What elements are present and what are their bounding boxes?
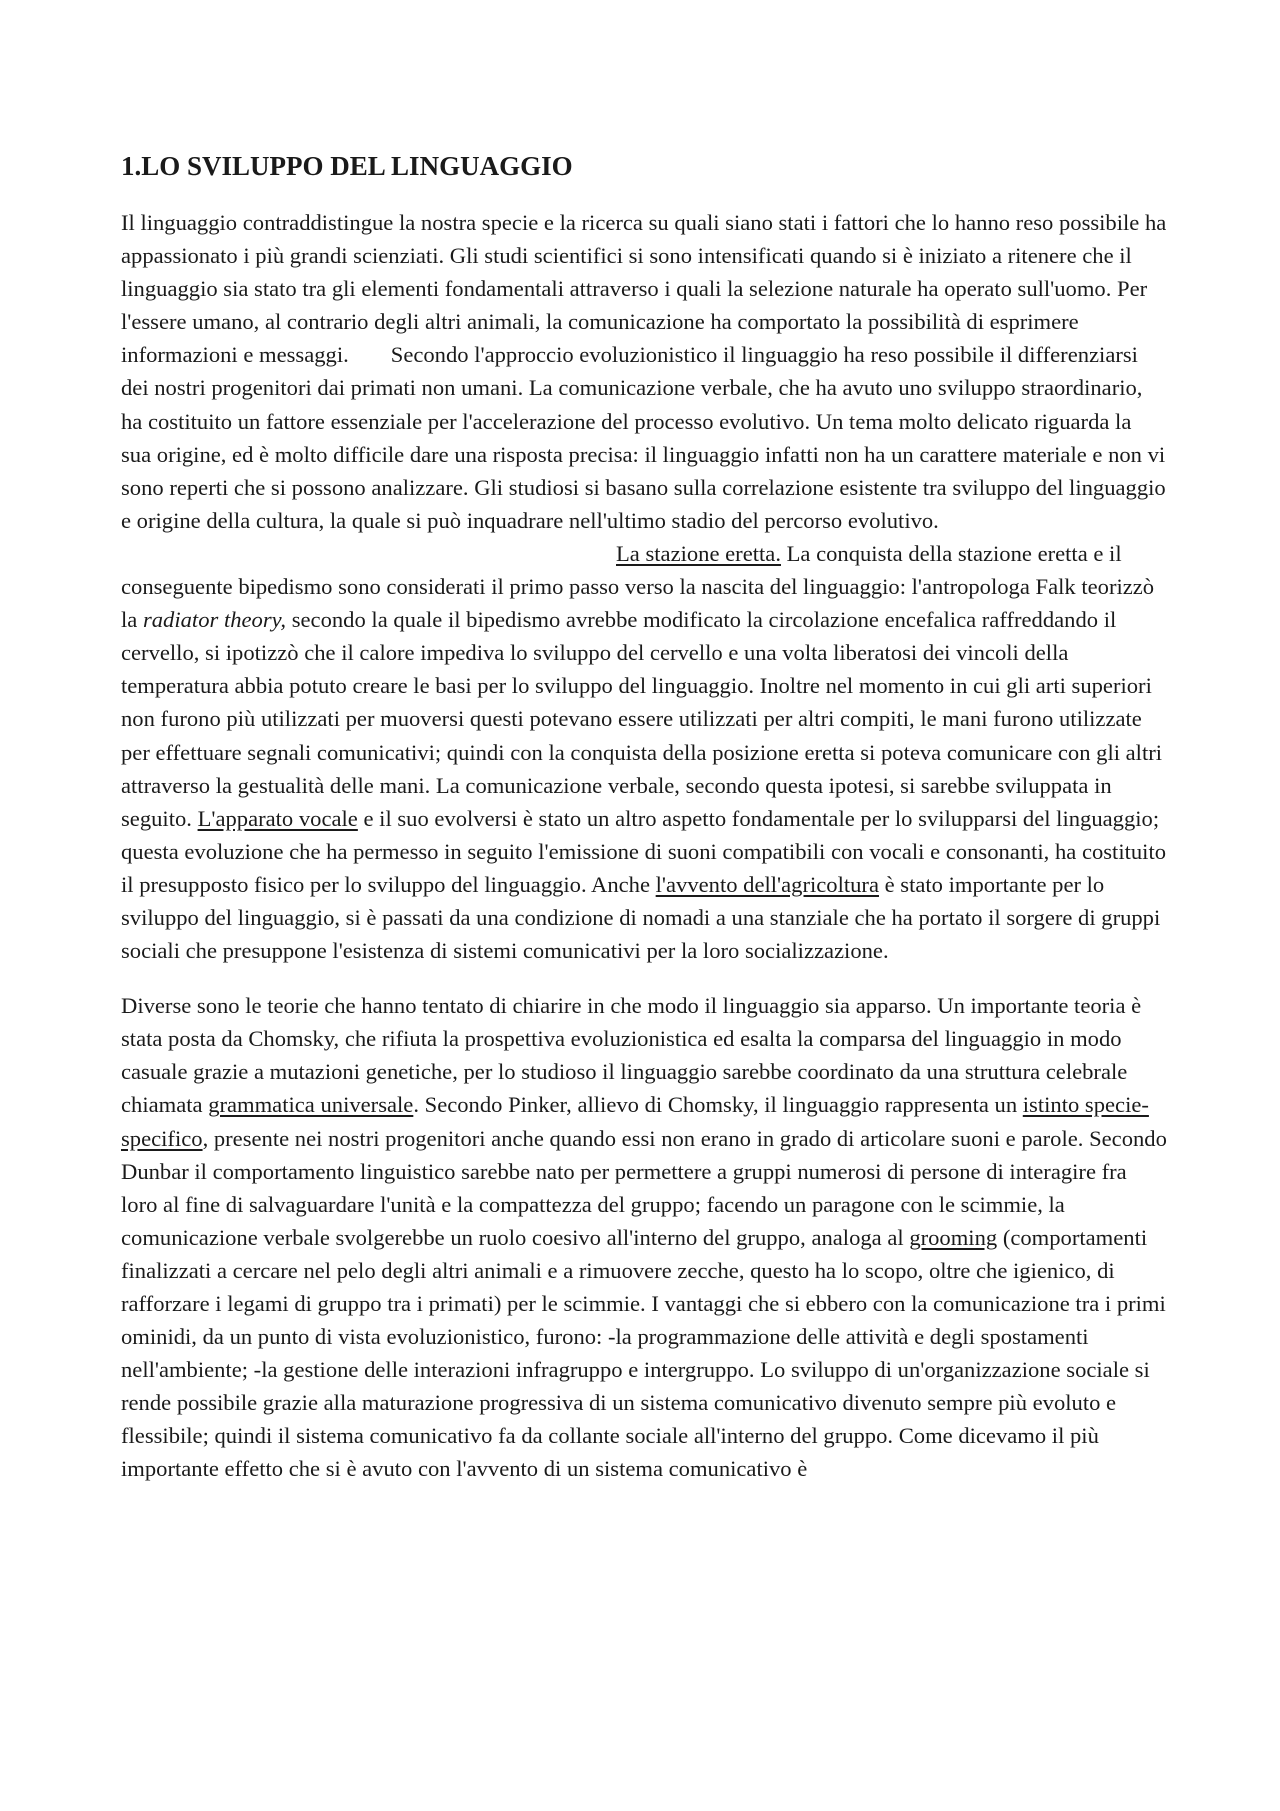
paragraph-1-text-2: Secondo l'approccio evoluzionistico il linguaggio ha reso possibile il differenziarsi dei nostri progenitori dai primati non umani. La comunicazione verbale, che ha avuto uno sviluppo straordinario, ha costituito un fattore essenziale per l'accelerazione del processo evolutivo. Un tema molto delicato riguarda la sua origine, ed è molto difficile dare una risposta precisa: il linguaggio infatti non ha un carattere materiale e non vi sono reperti che si possono analizzare. Gli studiosi si basano sulla correlazione esistente tra sviluppo del linguaggio e origine della cultura, la quale si può inquadrare nell'ultimo stadio del percorso evolutivo. bbox=[121, 342, 1166, 533]
paragraph-2 bbox=[121, 989, 1167, 1485]
paragraph-2-text-4: (comportamenti finalizzati a cercare nel pelo degli altri animali e a rimuovere zecche, questo ha lo scopo, oltre che igienico, di rafforzare i legami di gruppo tra i primati) per le scimmie. I vantaggi che si ebbero con la comunicazione tra i primi ominidi, da un punto di vista evoluzionistico, furono: -la programmazione delle attività e degli spostamenti nell'ambiente; -la gestione delle interazioni infragruppo e intergruppo. Lo sviluppo di un'organizzazione sociale si rende possibile grazie alla maturazione progressiva di un sistema comunicativo divenuto sempre più evoluto e flessibile; quindi il sistema comunicativo fa da collante sociale all'interno del gruppo. Come dicevamo il più importante effetto che si è avuto con l'avvento di un sistema comunicativo è bbox=[121, 1224, 1166, 1482]
underline-istinto-specie-specifico: istinto specie-specifico bbox=[121, 1092, 1149, 1151]
paragraph-1-text-3: La conquista della stazione eretta e il conseguente bipedismo sono considerati il primo passo verso la nascita del linguaggio: l'antropologa Falk teorizzò la bbox=[121, 540, 1155, 633]
paragraph-1-text-6: è stato importante per lo sviluppo del linguaggio, si è passati da una condizione di nomadi a una stanziale che ha portato il sorgere di gruppi sociali che presuppone l'esistenza di sistemi comunicativi per la loro socializzazione. bbox=[121, 871, 1161, 964]
page-content bbox=[121, 148, 1167, 1508]
paragraph-2-text-1: Diverse sono le teorie che hanno tentato di chiarire in che modo il linguaggio sia apparso. Un importante teoria è stata posta da Chomsky, che rifiuta la prospettiva evoluzionistica ed esalta la comparsa del linguaggio in modo casuale grazie a mutazioni genetiche, per lo studioso il linguaggio sarebbe coordinato da una struttura celebrale chiamata bbox=[121, 993, 1142, 1118]
paragraph-2-text-3: , presente nei nostri progenitori anche quando essi non erano in grado di articolare suoni e parole. Secondo Dunbar il comportamento linguistico sarebbe nato per permettere a gruppi numerosi di persone di interagire fra loro al fine di salvaguardare l'unità e la compattezza del gruppo; facendo un paragone con le scimmie, la comunicazione verbale svolgerebbe un ruolo coesivo all'interno del gruppo, analoga al bbox=[121, 1125, 1167, 1250]
underline-apparato-vocale: L'apparato vocale bbox=[197, 805, 358, 831]
paragraph-1-text-5: e il suo evolversi è stato un altro aspetto fondamentale per lo svilupparsi del linguaggio; questa evoluzione che ha permesso in seguito l'emissione di suoni compatibili con vocali e consonanti, ha costituito il presupposto fisico per lo sviluppo del linguaggio. Anche bbox=[121, 805, 1167, 897]
underline-grammatica-universale: grammatica universale bbox=[208, 1092, 414, 1118]
paragraph-2-text-2: . Secondo Pinker, allievo di Chomsky, il linguaggio rappresenta un bbox=[413, 1092, 1023, 1118]
italic-radiator-theory: radiator theory, bbox=[142, 607, 287, 633]
underline-grooming: grooming bbox=[909, 1224, 998, 1250]
section-title: 1.LO SVILUPPO DEL LINGUAGGIO bbox=[121, 151, 573, 181]
paragraph-1 bbox=[121, 206, 1167, 967]
paragraph-1-text-4: secondo la quale il bipedismo avrebbe modificato la circolazione encefalica raffreddando il cervello, si ipotizzò che il calore impediva lo sviluppo del cervello e una volta liberatosi dei vincoli della temperatura abbia potuto creare le basi per lo sviluppo del linguaggio. Inoltre nel momento in cui gli arti superiori non furono più utilizzati per muoversi questi potevano essere utilizzati per altri compiti, le mani furono utilizzate per effettuare segnali comunicativi; quindi con la conquista della posizione eretta si poteva comunicare con gli altri attraverso la gestualità delle mani. La comunicazione verbale, secondo questa ipotesi, si sarebbe sviluppata in seguito. bbox=[121, 607, 1163, 831]
underline-avvento-agricoltura: l'avvento dell'agricoltura bbox=[655, 871, 879, 897]
underline-stazione-eretta: La stazione eretta. bbox=[616, 540, 781, 566]
paragraph-1-text-1: Il linguaggio contraddistingue la nostra specie e la ricerca su quali siano stati i fattori che lo hanno reso possibile ha appassionato i più grandi scienziati. Gli studi scientifici si sono intensificati quando si è iniziato a ritenere che il linguaggio sia stato tra gli elementi fondamentali attraverso i quali la selezione naturale ha operato sull'uomo. Per l'essere umano, al contrario degli altri animali, la comunicazione ha comportato la possibilità di esprimere informazioni e messaggi. bbox=[121, 210, 1167, 368]
